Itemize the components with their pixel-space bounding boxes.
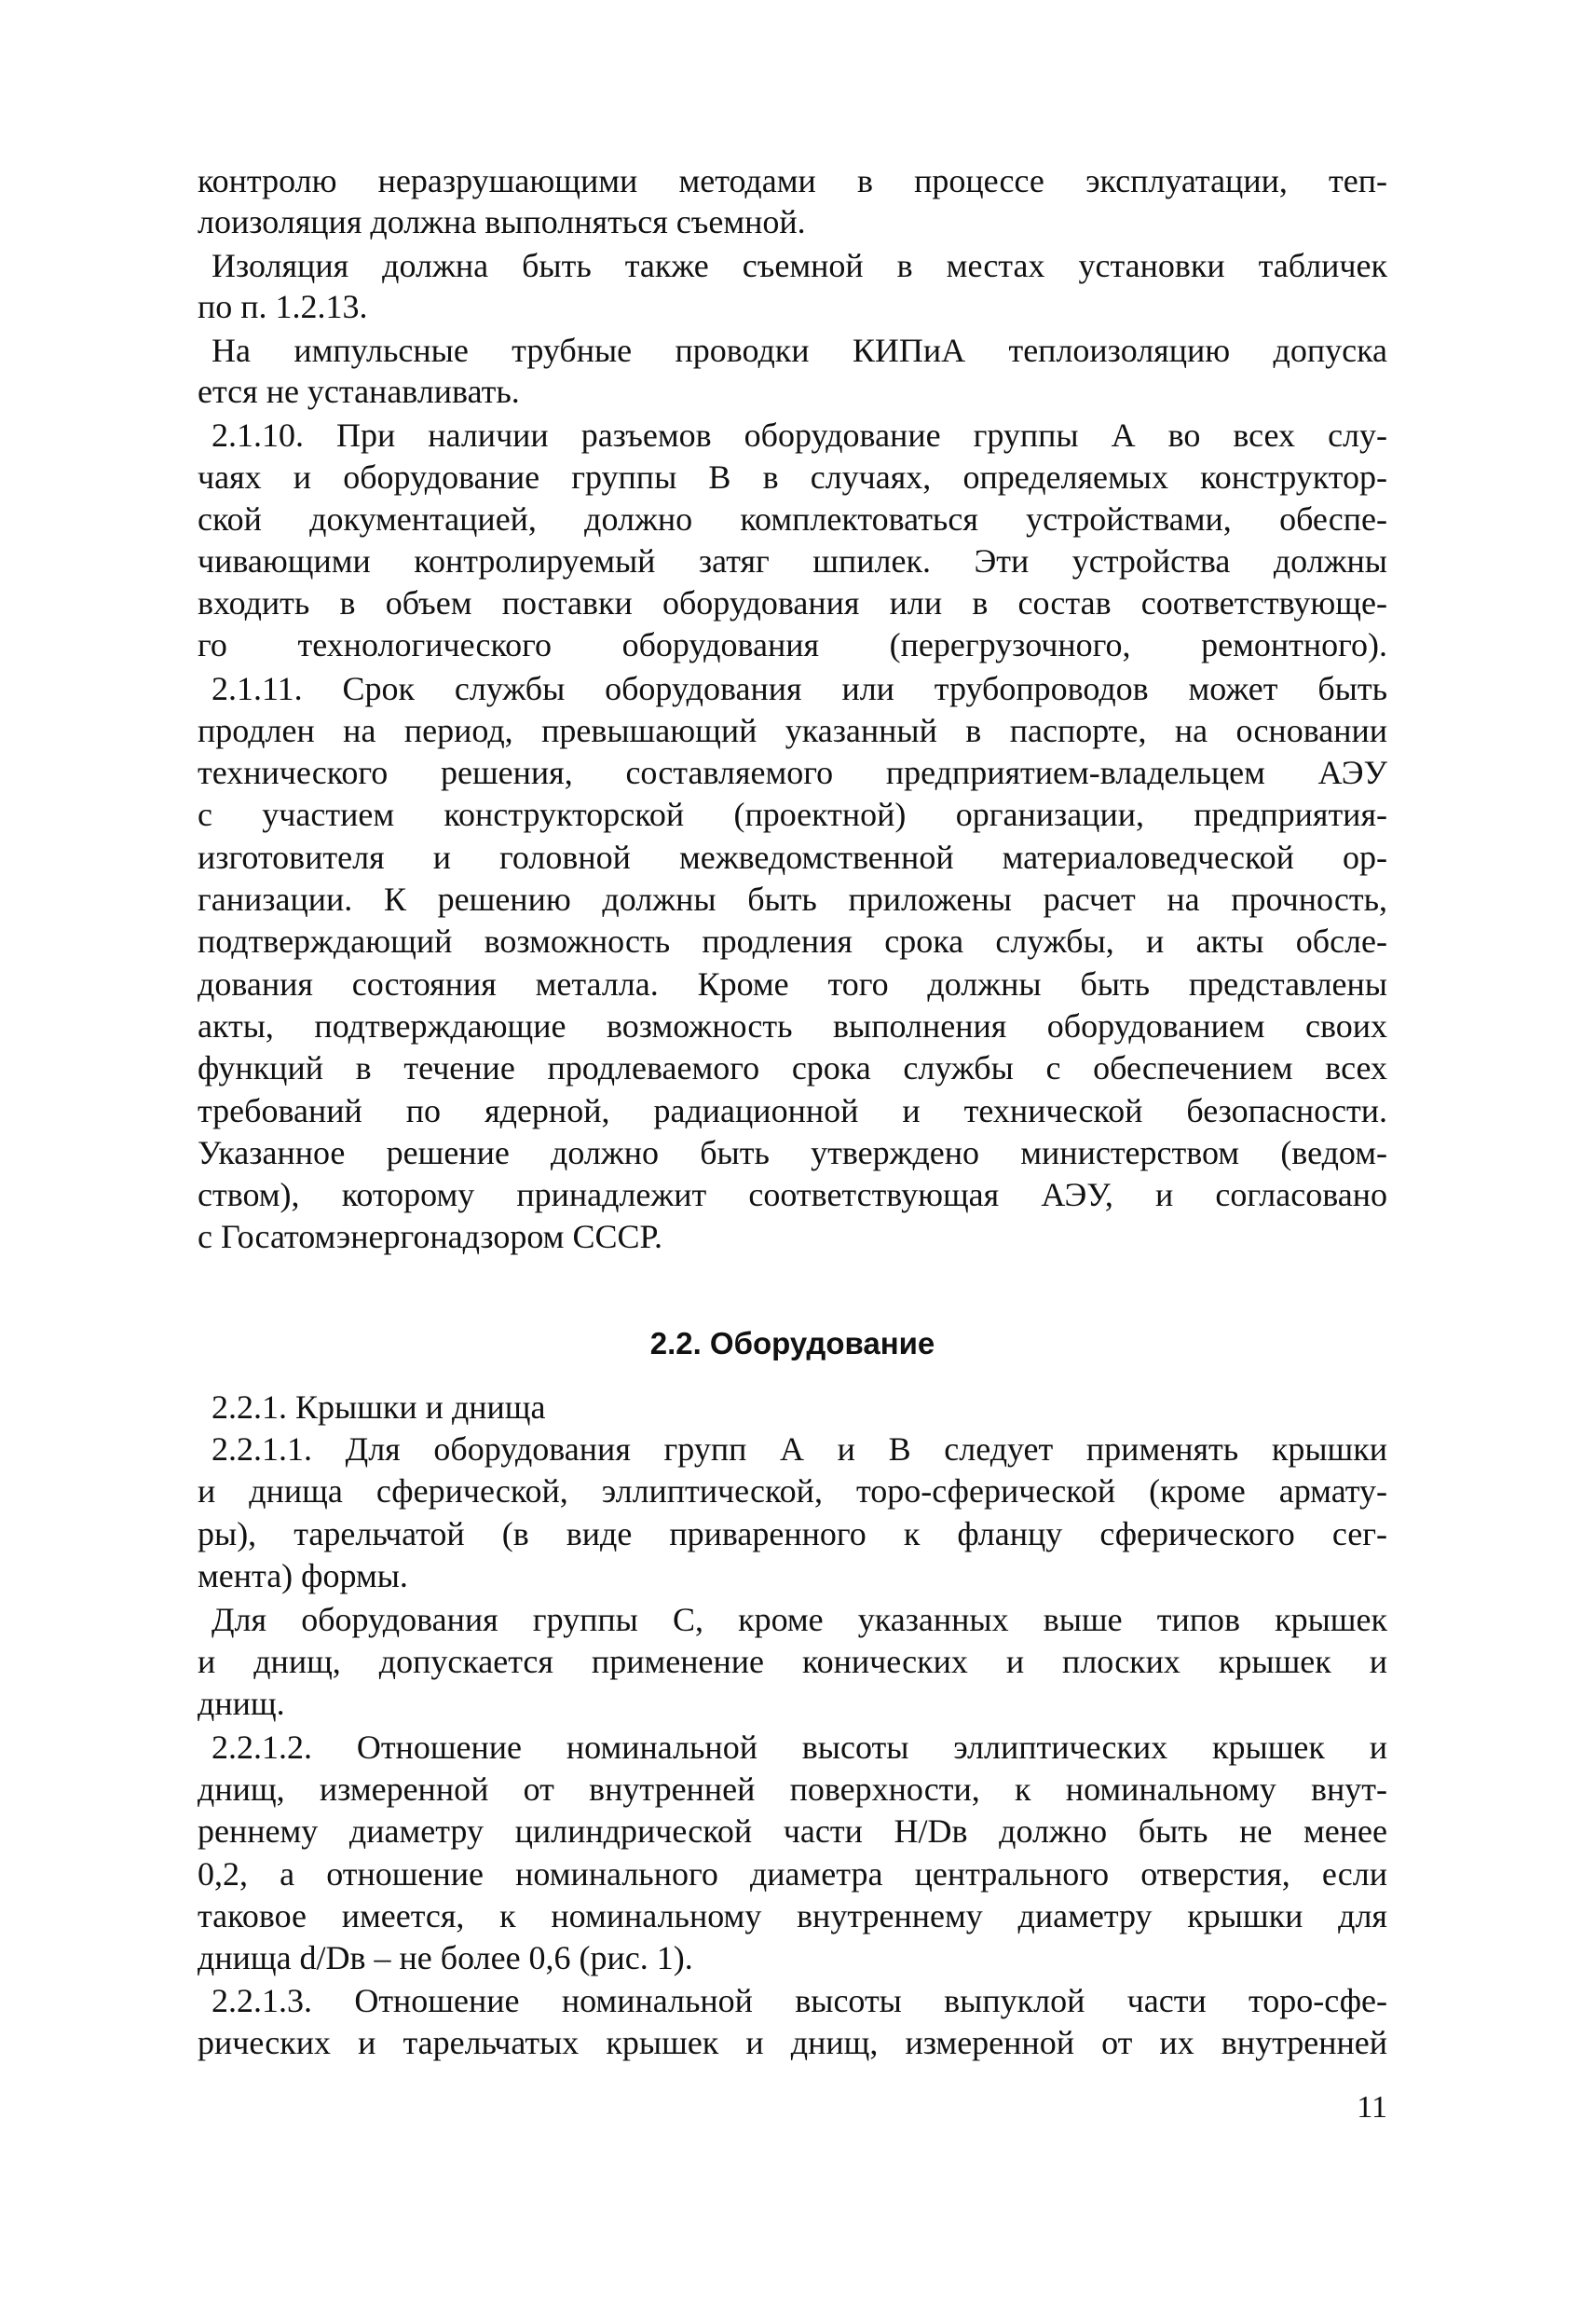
text-line: мента) формы. <box>198 1557 408 1594</box>
text-line: подтверждающий возможность продления срока службы, и акты обсле- <box>198 923 1387 960</box>
text-line: и днищ, допускается применение конических и плоских крышек и <box>198 1643 1387 1680</box>
text-line: днищ, измеренной от внутренней поверхности, к номинальному внут- <box>198 1770 1387 1808</box>
text-line: 2.2.1.3. Отношение номинальной высоты выпуклой части торо-сфе- <box>212 1982 1387 2019</box>
text-line: реннему диаметру цилиндрической части H/Dв должно быть не менее <box>198 1812 1387 1850</box>
text-line: акты, подтверждающие возможность выполнения оборудованием своих <box>198 1007 1387 1045</box>
text-line: днища d/Dв – не более 0,6 (рис. 1). <box>198 1939 693 1976</box>
text-line: изготовителя и головной межведомственной материаловедческой ор- <box>198 839 1387 876</box>
text-line: 2.2.1.2. Отношение номинальной высоты эллиптических крышек и <box>212 1729 1387 1766</box>
text-line: лоизоляция должна выполняться съемной. <box>198 203 806 240</box>
text-line: 2.1.11. Срок службы оборудования или трубопроводов может быть <box>212 670 1387 707</box>
text-line: дования состояния металла. Кроме того должны быть представлены <box>198 965 1387 1003</box>
text-line: го технологического оборудования (перегрузочного, ремонтного). <box>198 626 1387 663</box>
text-line: функций в течение продлеваемого срока службы с обеспечением всех <box>198 1049 1387 1087</box>
section-heading: 2.2. Оборудование <box>649 1326 935 1360</box>
text-line: таковое имеется, к номинальному внутреннему диаметру крышки для <box>198 1897 1387 1934</box>
text-line: и днища сферической, эллиптической, торо-сферической (кроме армату- <box>198 1472 1387 1510</box>
text-line: входить в объем поставки оборудования или в состав соответствующе- <box>198 584 1387 622</box>
text-line: ской документацией, должно комплектоваться устройствами, обеспе- <box>198 500 1387 538</box>
text-line: рических и тарельчатых крышек и днищ, измеренной от их внутренней <box>198 2024 1387 2061</box>
text-line: технического решения, составляемого предприятием-владельцем АЭУ <box>198 754 1387 791</box>
text-line: 2.2.1. Крышки и днища <box>212 1388 546 1426</box>
text-line: ганизации. К решению должны быть приложены расчет на прочность, <box>198 881 1387 918</box>
text-line: чаях и оборудование группы В в случаях, определяемых конструктор- <box>198 458 1387 496</box>
text-line: Для оборудования группы С, кроме указанных выше типов крышек <box>212 1601 1387 1638</box>
text-line: ется не устанавливать. <box>198 373 520 410</box>
text-line: Указанное решение должно быть утверждено министерством (ведом- <box>198 1134 1387 1171</box>
text-line: 2.2.1.1. Для оборудования групп А и В следует применять крышки <box>212 1430 1387 1468</box>
text-line: Изоляция должна быть также съемной в местах установки табличек <box>212 247 1387 284</box>
text-line: требований по ядерной, радиационной и технической безопасности. <box>198 1092 1387 1129</box>
text-line: днищ. <box>198 1685 285 1722</box>
text-line: 2.1.10. При наличии разъемов оборудование группы А во всех слу- <box>212 417 1387 454</box>
text-line: продлен на период, превышающий указанный в паспорте, на основании <box>198 712 1387 749</box>
text-line: ры), тарельчатой (в виде приваренного к фланцу сферического сег- <box>198 1515 1387 1552</box>
text-line: с участием конструкторской (проектной) организации, предприятия- <box>198 796 1387 833</box>
page-number: 11 <box>1357 2090 1387 2125</box>
text-line: чивающими контролируемый затяг шпилек. Эти устройства должны <box>198 542 1387 580</box>
text-line: На импульсные трубные проводки КИПиА теплоизоляцию допуска <box>212 332 1387 369</box>
text-line: по п. 1.2.13. <box>198 288 368 325</box>
text-line: контролю неразрушающими методами в процессе эксплуатации, теп- <box>198 162 1387 199</box>
text-line: 0,2, а отношение номинального диаметра центрального отверстия, если <box>198 1855 1387 1893</box>
text-line: ством), которому принадлежит соответствующая АЭУ, и согласовано <box>198 1176 1387 1213</box>
text-line: с Госатомэнергонадзором СССР. <box>198 1218 663 1255</box>
